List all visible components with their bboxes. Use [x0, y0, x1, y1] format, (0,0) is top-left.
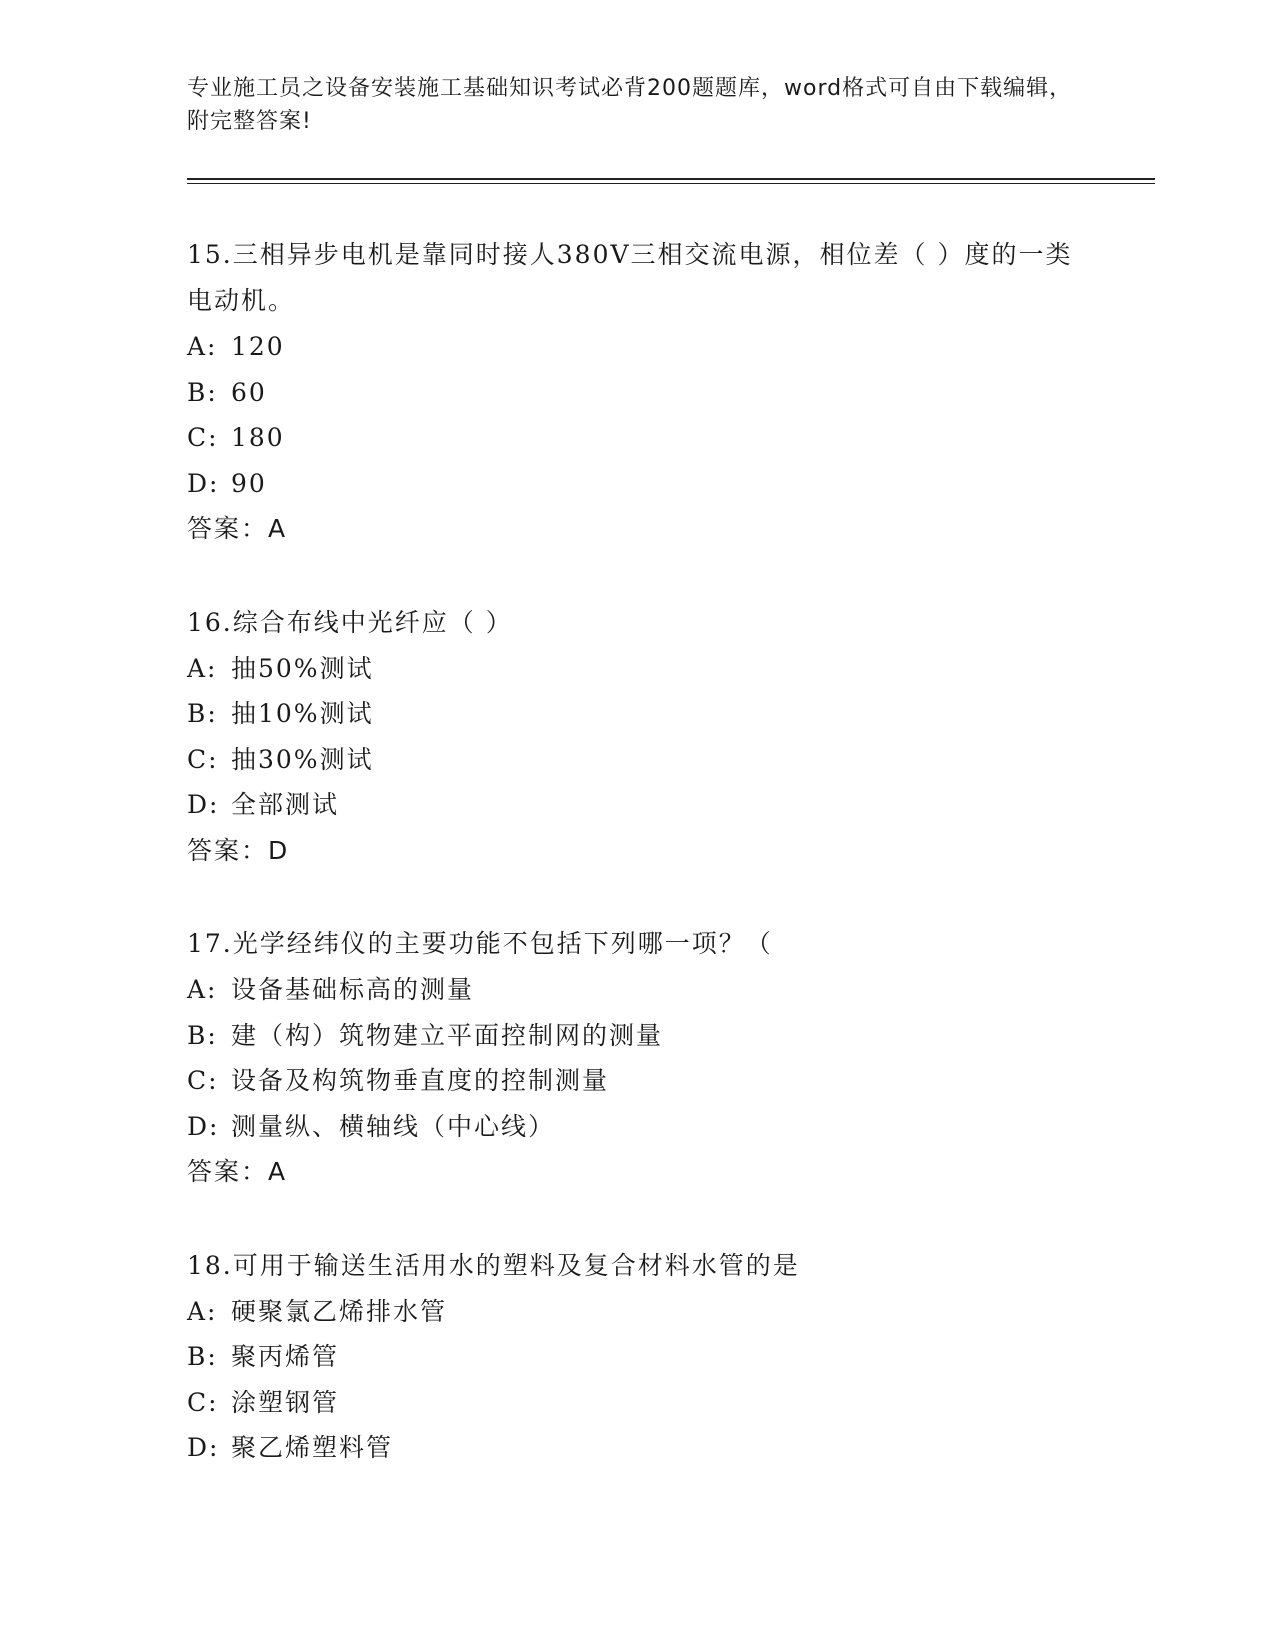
option-text: 聚丙烯管	[231, 1342, 340, 1371]
document-header: 专业施工员之设备安装施工基础知识考试必背200题题库，word格式可自由下载编辑，附完整答案!	[187, 76, 1073, 134]
option-b	[187, 691, 1087, 737]
option-key: D:	[187, 468, 220, 498]
option-b	[187, 1334, 1087, 1380]
option-c	[187, 737, 1087, 783]
option-text: 聚乙烯塑料管	[231, 1433, 394, 1462]
option-key: D:	[187, 790, 220, 819]
option-text: 全部测试	[231, 790, 340, 819]
option-c	[187, 1380, 1087, 1426]
answer-label: 答案：A	[187, 514, 288, 543]
header-divider-thin	[187, 183, 1155, 184]
option-c	[187, 415, 1087, 461]
question-list	[187, 232, 1087, 1519]
question-stem: 17.光学经纬仪的主要功能不包括下列哪一项？（	[187, 929, 773, 958]
option-key: C:	[187, 423, 219, 452]
option-text: 60	[231, 377, 267, 407]
option-text: 抽30%测试	[231, 744, 374, 774]
option-b	[187, 1013, 1087, 1059]
option-text: 设备及构筑物垂直度的控制测量	[231, 1066, 610, 1095]
option-key: A:	[187, 332, 218, 361]
option-key: B:	[187, 699, 218, 728]
option-a	[187, 646, 1087, 692]
option-d	[187, 1425, 1087, 1471]
option-b	[187, 370, 1087, 416]
option-key: A:	[187, 975, 218, 1004]
answer-label: 答案：A	[187, 1157, 288, 1186]
question-stem: 16.综合布线中光纤应（ ）	[187, 607, 513, 637]
option-text: 测量纵、横轴线（中心线）	[231, 1111, 556, 1141]
option-text: 设备基础标高的测量	[231, 975, 475, 1004]
question-stem: 15.三相异步电机是靠同时接人380V三相交流电源，相位差（ ）度的一类电动机。	[187, 240, 1073, 315]
option-key: A:	[187, 1296, 218, 1326]
option-text: 涂塑钢管	[231, 1387, 340, 1417]
option-key: C:	[187, 1066, 219, 1095]
question-18	[187, 1243, 1087, 1471]
option-text: 90	[231, 468, 267, 498]
option-key: D:	[187, 1433, 220, 1462]
option-key: B:	[187, 1342, 218, 1371]
option-key: C:	[187, 1387, 219, 1417]
option-key: D:	[187, 1111, 220, 1141]
document-page	[187, 0, 1155, 1650]
header-divider	[187, 178, 1155, 180]
answer-label: 答案：D	[187, 835, 290, 865]
option-text: 建（构）筑物建立平面控制网的测量	[231, 1020, 664, 1050]
option-text: 硬聚氯乙烯排水管	[231, 1296, 448, 1326]
option-d	[187, 461, 1087, 507]
option-a	[187, 967, 1087, 1013]
question-16	[187, 600, 1087, 874]
option-d	[187, 1104, 1087, 1150]
option-text: 120	[231, 332, 285, 361]
question-stem: 18.可用于输送生活用水的塑料及复合材料水管的是	[187, 1250, 800, 1280]
option-key: A:	[187, 653, 218, 683]
option-c	[187, 1058, 1087, 1104]
option-text: 抽10%测试	[231, 699, 374, 728]
question-15	[187, 232, 1087, 552]
option-key: B:	[187, 1020, 218, 1050]
option-key: B:	[187, 377, 218, 407]
option-d	[187, 782, 1087, 828]
option-a	[187, 1289, 1087, 1335]
option-a	[187, 324, 1087, 370]
question-17	[187, 921, 1087, 1195]
option-text: 抽50%测试	[231, 653, 374, 683]
option-key: C:	[187, 744, 219, 774]
option-text: 180	[231, 423, 285, 452]
